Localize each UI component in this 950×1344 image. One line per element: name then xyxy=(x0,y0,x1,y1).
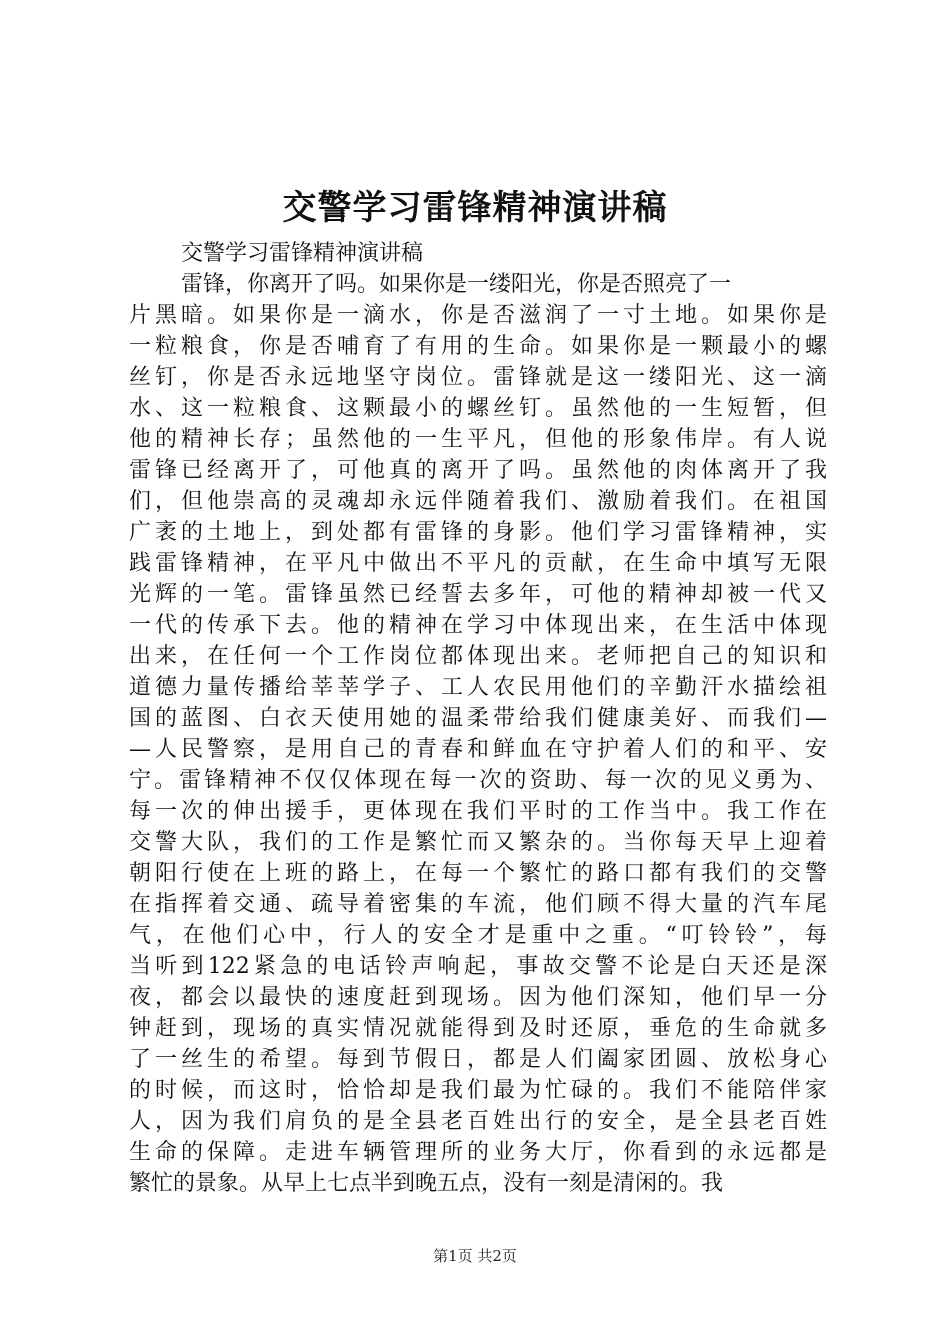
paragraph-line: 交警大队，我们的工作是繁忙而又繁杂的。当你每天早上迎着 xyxy=(129,830,827,855)
paragraph-line: 们，但他崇高的灵魂却永远伴随着我们、激励着我们。在祖国 xyxy=(129,489,827,514)
paragraph-line: 夜，都会以最快的速度赶到现场。因为他们深知，他们早一分 xyxy=(129,985,827,1010)
paragraph-line: 生命的保障。走进车辆管理所的业务大厅，你看到的永远都是 xyxy=(129,1140,827,1165)
paragraph-line: 宁。雷锋精神不仅仅体现在每一次的资助、每一次的见义勇为、 xyxy=(129,768,827,793)
paragraph-line: 气，在他们心中，行人的安全才是重中之重。“叮铃铃”，每 xyxy=(129,923,827,948)
paragraph-line: —人民警察，是用自己的青春和鲜血在守护着人们的和平、安 xyxy=(129,737,827,762)
page-title: 交警学习雷锋精神演讲稿 xyxy=(282,188,668,228)
paragraph-line: 道德力量传播给莘莘学子、工人农民用他们的辛勤汗水描绘祖 xyxy=(129,675,827,700)
paragraph-line: 了一丝生的希望。每到节假日，都是人们阖家团圆、放松身心 xyxy=(129,1047,827,1072)
paragraph-line: 雷锋已经离开了，可他真的离开了吗。虽然他的肉体离开了我 xyxy=(129,458,827,483)
paragraph-line: 水、这一粒粮食、这颗最小的螺丝钉。虽然他的一生短暂，但 xyxy=(129,396,827,421)
paragraph-line: 在指挥着交通、疏导着密集的车流，他们顾不得大量的汽车尾 xyxy=(129,892,827,917)
paragraph-line: 人，因为我们肩负的是全县老百姓出行的安全，是全县老百姓 xyxy=(129,1109,827,1134)
paragraph-line: 朝阳行使在上班的路上，在每一个繁忙的路口都有我们的交警 xyxy=(129,861,827,886)
paragraph-line: 雷锋，你离开了吗。如果你是一缕阳光，你是否照亮了一 xyxy=(181,272,732,297)
document-body xyxy=(129,238,827,1199)
paragraph-line: 丝钉，你是否永远地坚守岗位。雷锋就是这一缕阳光、这一滴 xyxy=(129,365,827,390)
paragraph-line: 钟赶到，现场的真实情况就能得到及时还原，垂危的生命就多 xyxy=(129,1016,827,1041)
paragraph-line: 繁忙的景象。从早上七点半到晚五点，没有一刻是清闲的。我 xyxy=(129,1171,724,1196)
paragraph-line: 片黑暗。如果你是一滴水，你是否滋润了一寸土地。如果你是 xyxy=(129,303,827,328)
paragraph-line: 出来，在任何一个工作岗位都体现出来。老师把自己的知识和 xyxy=(129,644,827,669)
paragraph-line: 国的蓝图、白衣天使用她的温柔带给我们健康美好、而我们— xyxy=(129,706,827,731)
paragraph-line: 光辉的一笔。雷锋虽然已经誓去多年，可他的精神却被一代又 xyxy=(129,582,827,607)
paragraph-line: 广袤的土地上，到处都有雷锋的身影。他们学习雷锋精神，实 xyxy=(129,520,827,545)
paragraph-line: 的时候，而这时，恰恰却是我们最为忙碌的。我们不能陪伴家 xyxy=(129,1078,827,1103)
paragraph-line: 当听到122紧急的电话铃声响起，事故交警不论是白天还是深 xyxy=(129,954,827,979)
paragraph-line: 每一次的伸出援手，更体现在我们平时的工作当中。我工作在 xyxy=(129,799,827,824)
paragraph-line: 践雷锋精神，在平凡中做出不平凡的贡献，在生命中填写无限 xyxy=(129,551,827,576)
page-footer: 第1页 共2页 xyxy=(433,1247,517,1265)
paragraph-line: 他的精神长存；虽然他的一生平凡，但他的形象伟岸。有人说 xyxy=(129,427,827,452)
document-subtitle: 交警学习雷锋精神演讲稿 xyxy=(181,241,424,266)
paragraph-line: 一代的传承下去。他的精神在学习中体现出来，在生活中体现 xyxy=(129,613,827,638)
paragraph-line: 一粒粮食，你是否哺育了有用的生命。如果你是一颗最小的螺 xyxy=(129,334,827,359)
